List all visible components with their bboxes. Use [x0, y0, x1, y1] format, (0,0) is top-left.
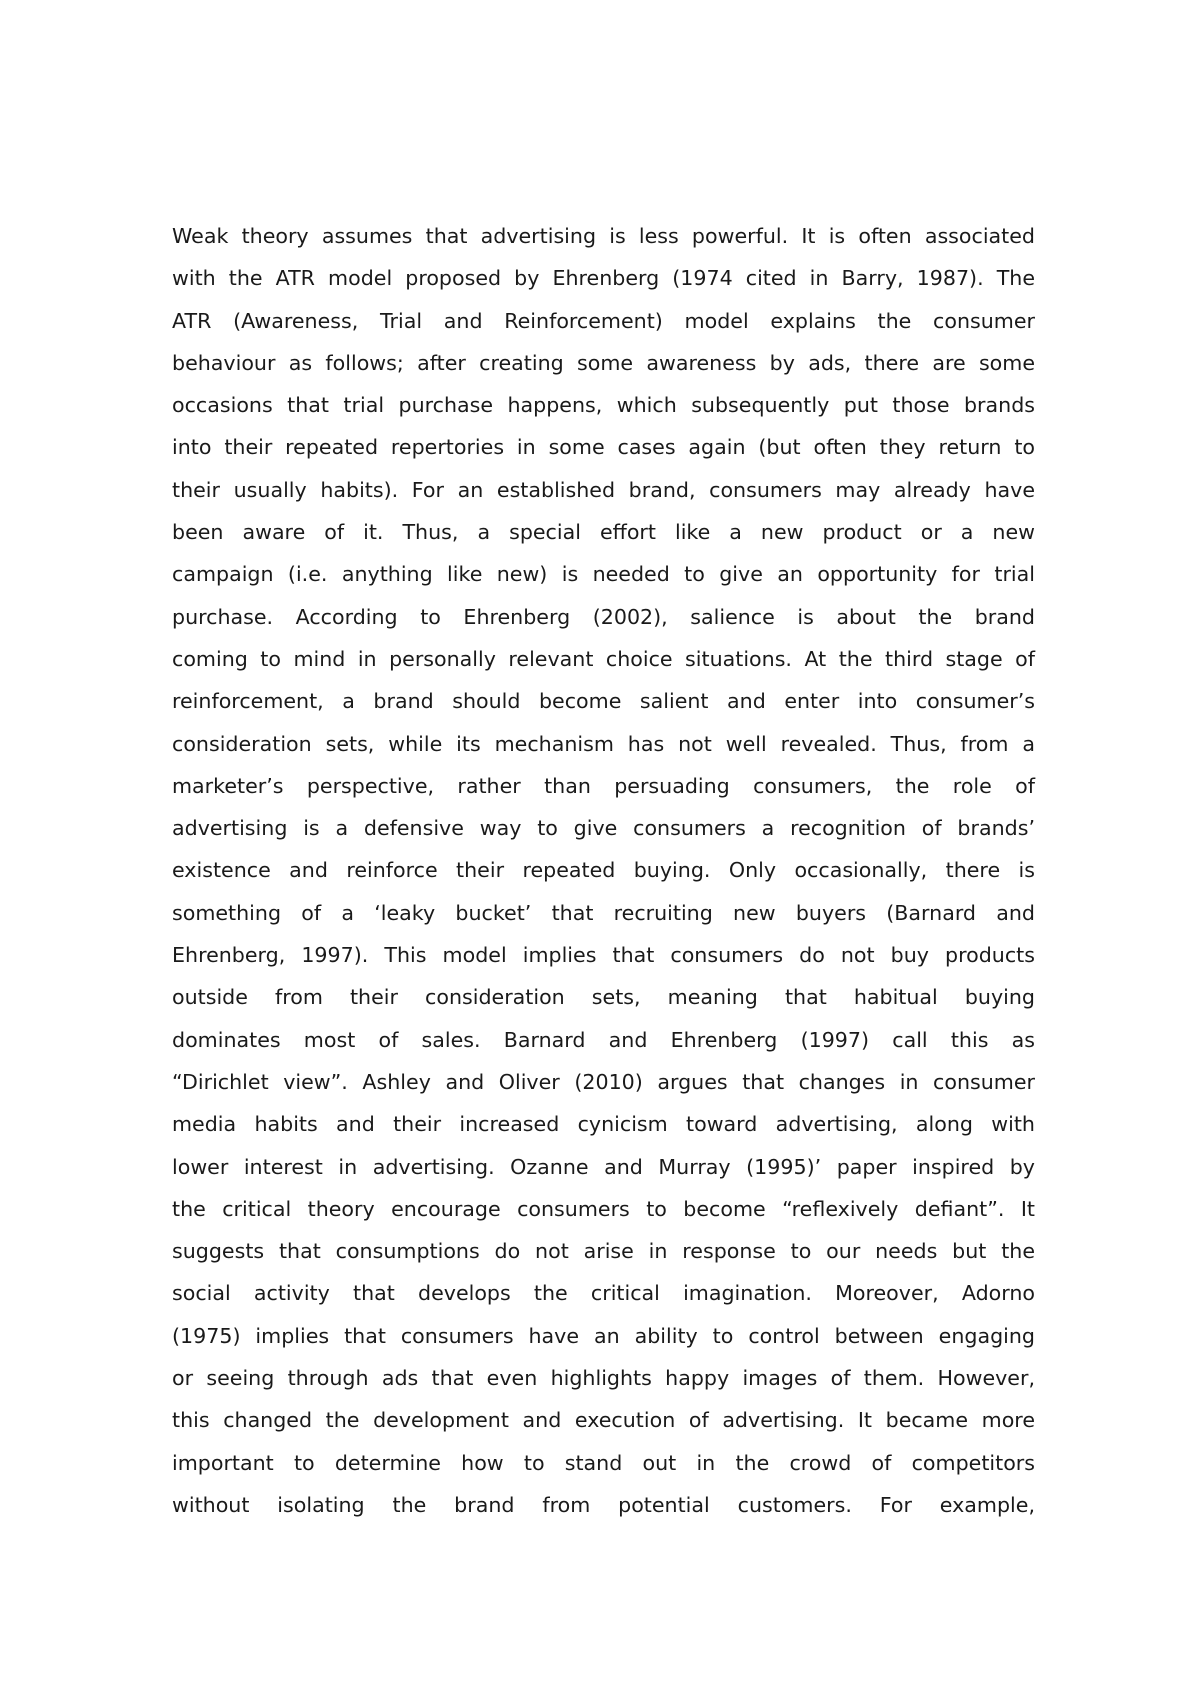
- paragraph-line: Ehrenberg, 1997). This model implies that consumers do not buy products: [172, 943, 1035, 968]
- paragraph-line: important to determine how to stand out in the crowd of competitors: [172, 1450, 1035, 1475]
- paragraph-line: suggests that consumptions do not arise in response to our needs but the: [172, 1239, 1035, 1264]
- paragraph-line: or seeing through ads that even highlights happy images of them. However,: [172, 1366, 1035, 1391]
- paragraph-line: behaviour as follows; after creating some awareness by ads, there are some: [172, 350, 1035, 375]
- paragraph-line: advertising is a defensive way to give consumers a recognition of brands’: [172, 816, 1035, 841]
- paragraph-line: purchase. According to Ehrenberg (2002), salience is about the brand: [172, 604, 1035, 629]
- paragraph-line: the critical theory encourage consumers to become “reflexively defiant”. It: [172, 1196, 1035, 1221]
- paragraph-line: marketer’s perspective, rather than persuading consumers, the role of: [172, 773, 1035, 798]
- paragraph-line: existence and reinforce their repeated buying. Only occasionally, there is: [172, 858, 1035, 883]
- paragraph-line: outside from their consideration sets, meaning that habitual buying: [172, 985, 1035, 1010]
- paragraph-line: (1975) implies that consumers have an ability to control between engaging: [172, 1323, 1035, 1348]
- paragraph-line: lower interest in advertising. Ozanne and Murray (1995)’ paper inspired by: [172, 1154, 1035, 1179]
- paragraph-line: Weak theory assumes that advertising is less powerful. It is often associated: [172, 224, 1035, 248]
- paragraph-line: been aware of it. Thus, a special effort like a new product or a new: [172, 520, 1035, 545]
- paragraph-line: coming to mind in personally relevant choice situations. At the third stage of: [172, 646, 1035, 671]
- paragraph-line: “Dirichlet view”. Ashley and Oliver (2010) argues that changes in consumer: [172, 1069, 1035, 1094]
- paragraph-line: ATR (Awareness, Trial and Reinforcement) model explains the consumer: [172, 308, 1035, 333]
- paragraph-line: their usually habits). For an established brand, consumers may already have: [172, 477, 1035, 502]
- paragraph-line: occasions that trial purchase happens, which subsequently put those brands: [172, 393, 1035, 418]
- paragraph-line: media habits and their increased cynicism toward advertising, along with: [172, 1112, 1035, 1137]
- paragraph-line: consideration sets, while its mechanism has not well revealed. Thus, from a: [172, 731, 1035, 756]
- paragraph-line: campaign (i.e. anything like new) is needed to give an opportunity for trial: [172, 562, 1035, 587]
- paragraph-line: into their repeated repertories in some cases again (but often they return to: [172, 435, 1035, 460]
- paragraph-line: this changed the development and execution of advertising. It became more: [172, 1408, 1035, 1433]
- body-paragraph: [172, 215, 1035, 1526]
- paragraph-line: reinforcement, a brand should become salient and enter into consumer’s: [172, 689, 1035, 714]
- paragraph-line: without isolating the brand from potential customers. For example,: [172, 1492, 1035, 1517]
- paragraph-line: something of a ‘leaky bucket’ that recruiting new buyers (Barnard and: [172, 900, 1035, 925]
- paragraph-line: social activity that develops the critical imagination. Moreover, Adorno: [172, 1281, 1035, 1306]
- paragraph-line: dominates most of sales. Barnard and Ehrenberg (1997) call this as: [172, 1027, 1035, 1052]
- paragraph-line: with the ATR model proposed by Ehrenberg (1974 cited in Barry, 1987). The: [172, 266, 1035, 291]
